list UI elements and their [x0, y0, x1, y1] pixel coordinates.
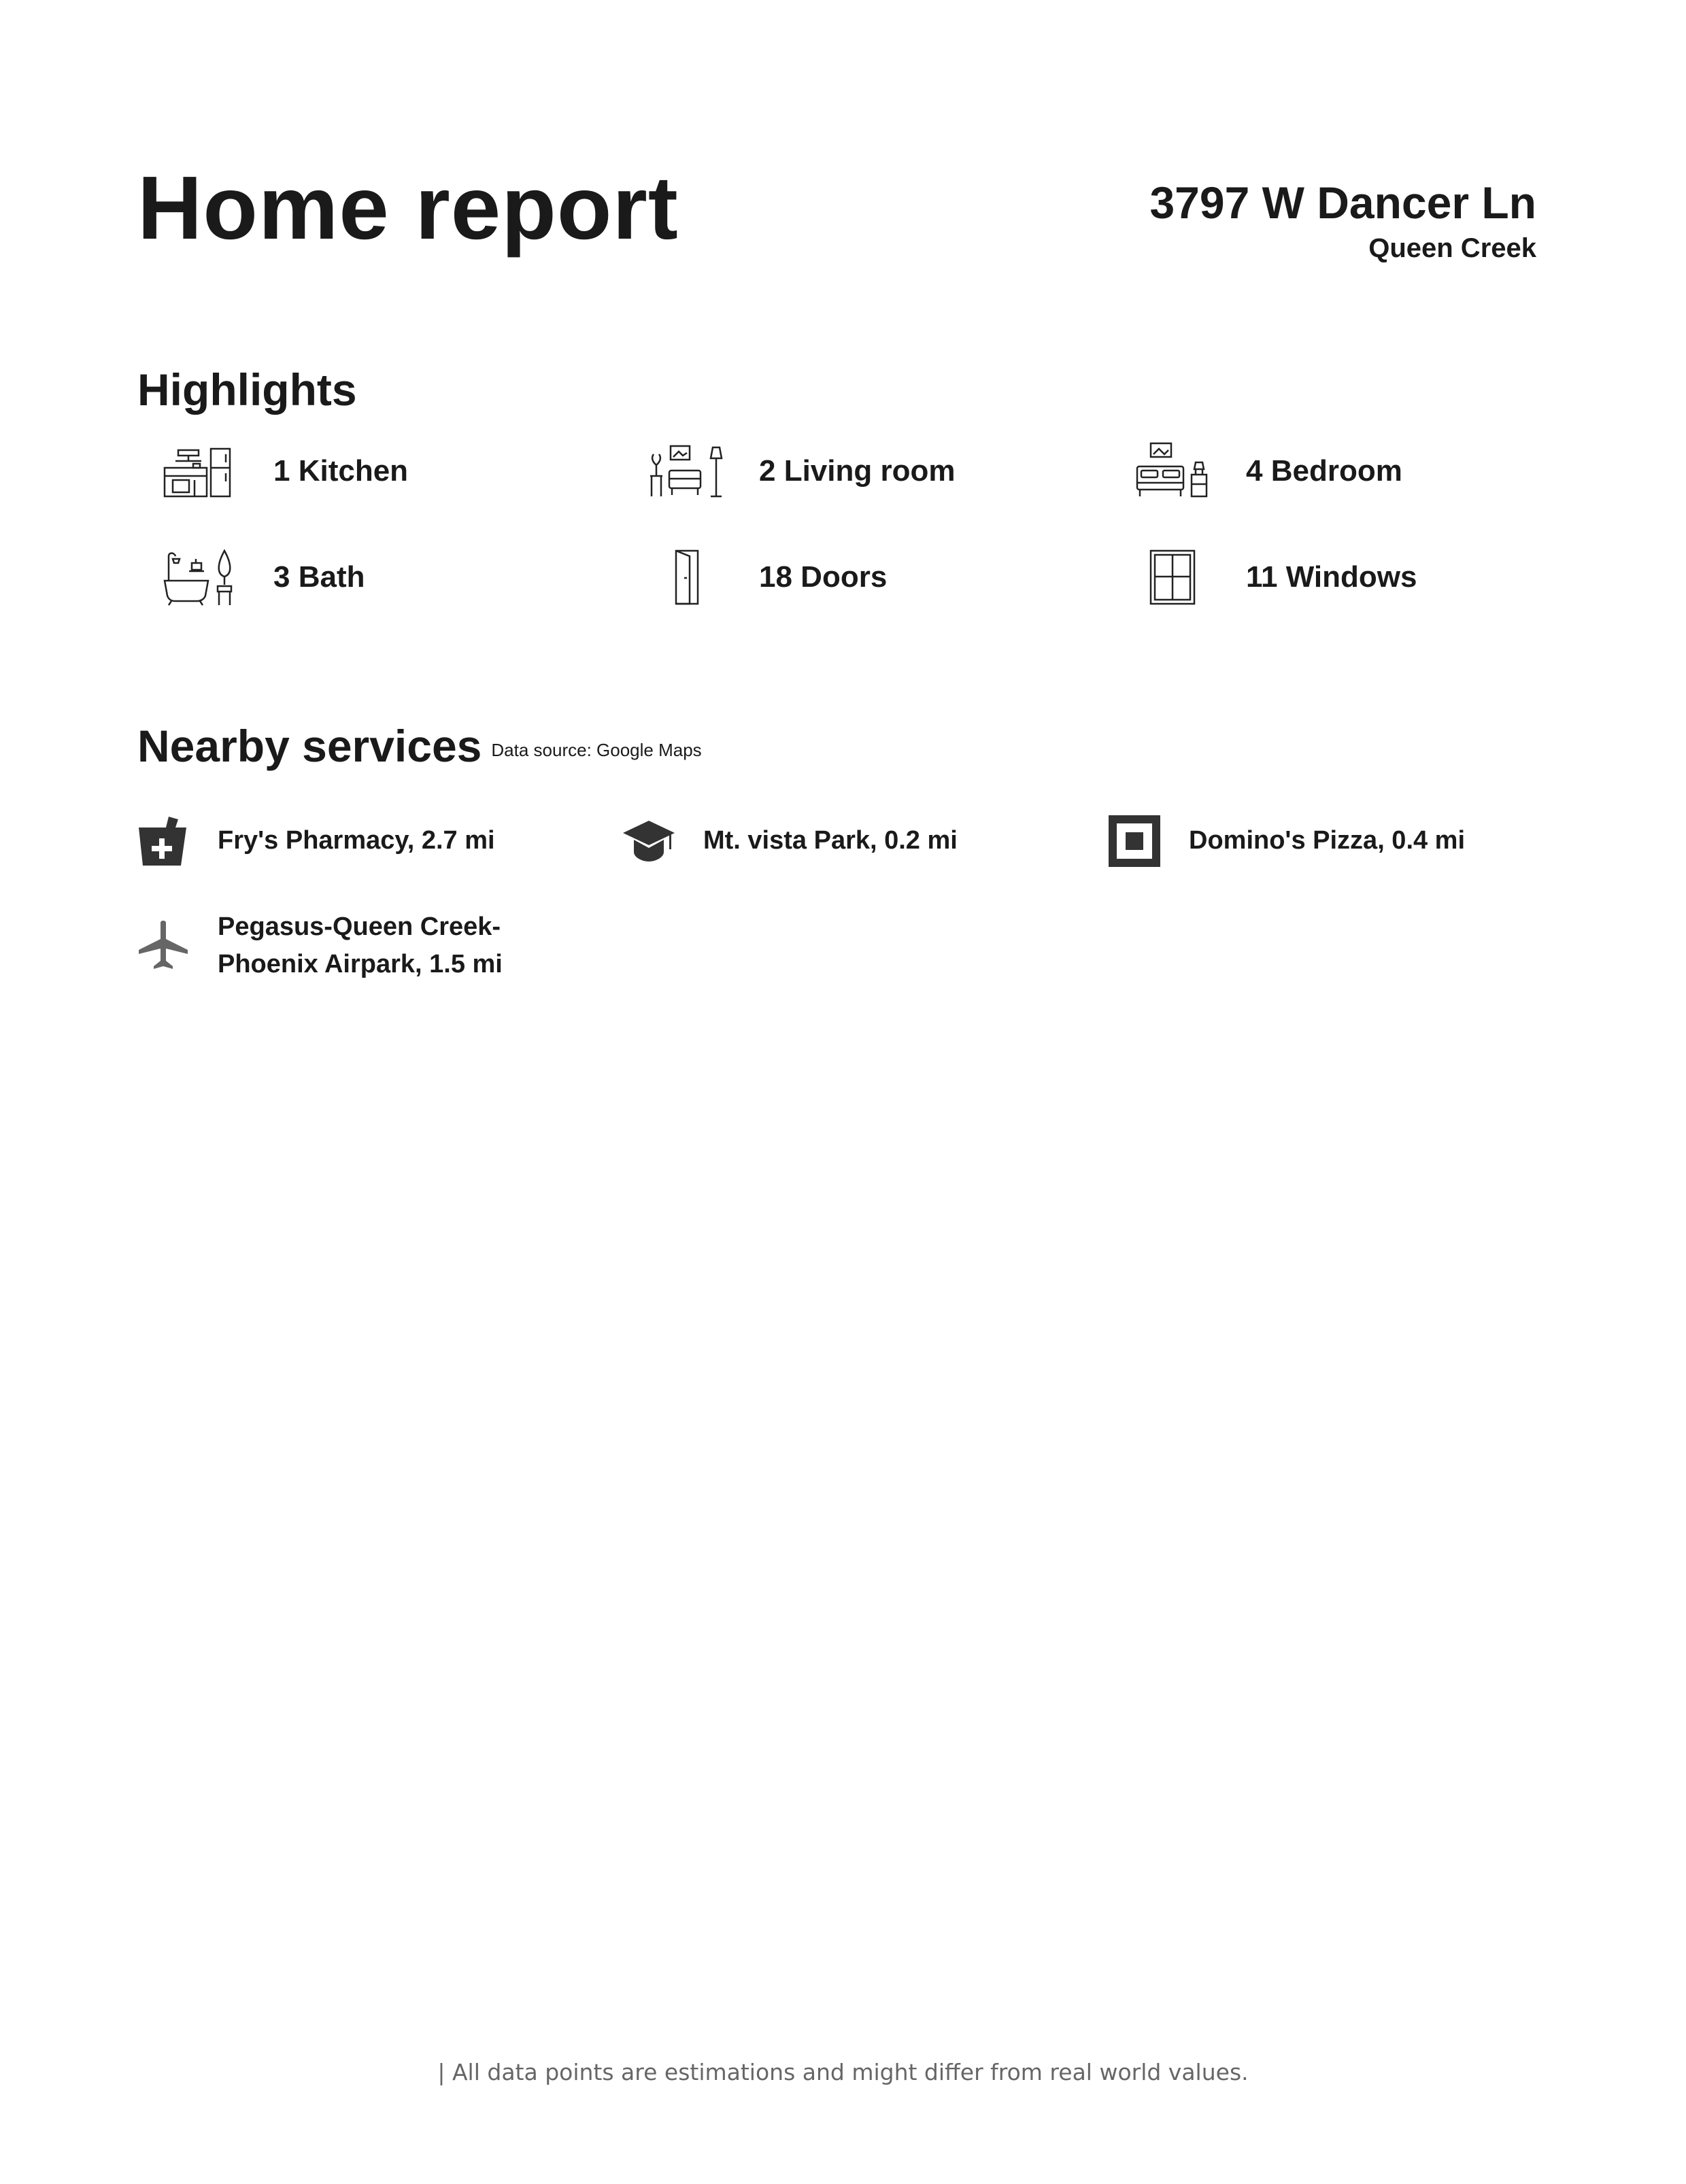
- service-airpark: [136, 908, 503, 983]
- highlight-label: 11 Windows: [1246, 560, 1417, 594]
- bedroom-icon: [1132, 441, 1213, 502]
- service-pharmacy: [136, 814, 495, 868]
- service-pizza: [1107, 814, 1465, 868]
- living-room-icon: [645, 441, 726, 502]
- highlight-bath: [159, 547, 365, 608]
- door-icon: [645, 547, 726, 608]
- highlight-label: 2 Living room: [759, 454, 956, 488]
- highlight-windows: [1132, 547, 1417, 608]
- airplane-icon: [136, 919, 190, 973]
- highlight-bedroom: [1132, 441, 1402, 502]
- address-city: Queen Creek: [1368, 233, 1536, 263]
- address-street: 3797 W Dancer Ln: [1149, 177, 1536, 228]
- highlight-label: 1 Kitchen: [273, 454, 409, 488]
- highlight-living-room: [645, 441, 955, 502]
- kitchen-icon: [159, 441, 241, 502]
- window-icon: [1132, 547, 1213, 608]
- service-label-line2: Phoenix Airpark, 1.5 mi: [218, 950, 503, 979]
- highlight-kitchen: [159, 441, 408, 502]
- store-icon: [1107, 814, 1162, 868]
- highlight-label: 4 Bedroom: [1246, 454, 1402, 488]
- nearby-title-text: Nearby services: [137, 721, 482, 771]
- nearby-services-title: [137, 721, 702, 771]
- graduation-cap-icon: [622, 814, 676, 868]
- service-label: Fry's Pharmacy, 2.7 mi: [218, 826, 495, 855]
- highlights-title: Highlights: [137, 364, 357, 415]
- service-label-line1: Pegasus-Queen Creek-: [218, 912, 501, 941]
- data-source: Data source: Google Maps: [491, 739, 702, 760]
- highlight-doors: [645, 547, 887, 608]
- bath-icon: [159, 547, 241, 608]
- page-title: Home report: [137, 158, 679, 258]
- footer-disclaimer: | All data points are estimations and might differ from real world values.: [437, 2059, 1249, 2085]
- pharmacy-icon: [136, 814, 190, 868]
- service-label: [218, 908, 503, 983]
- highlight-label: 18 Doors: [759, 560, 888, 594]
- address-block: [1149, 178, 1536, 264]
- service-park: [622, 814, 958, 868]
- highlight-label: 3 Bath: [273, 560, 365, 594]
- service-label: Mt. vista Park, 0.2 mi: [703, 826, 958, 855]
- service-label: Domino's Pizza, 0.4 mi: [1189, 826, 1466, 855]
